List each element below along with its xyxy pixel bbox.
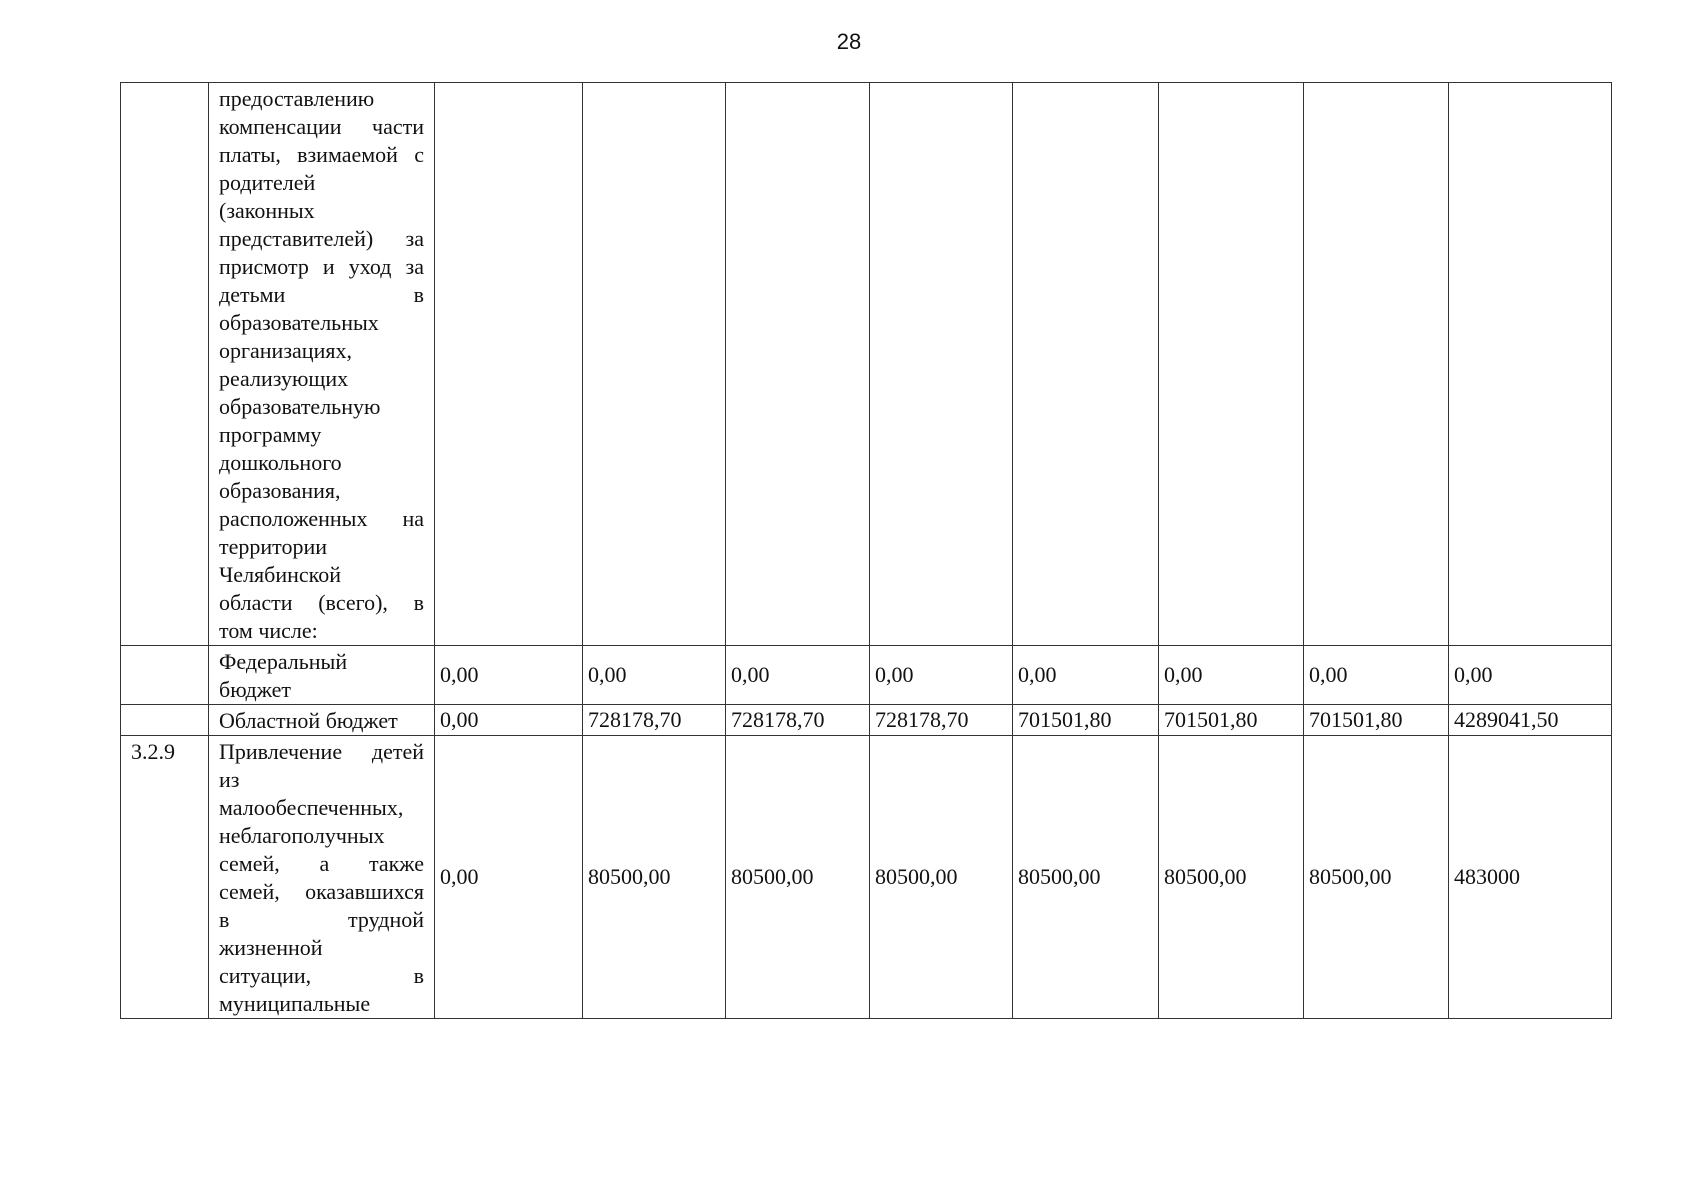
description-line: Федеральный (219, 649, 348, 674)
value-cell: 701501,80 (1304, 705, 1449, 736)
value-cell: 701501,80 (1013, 705, 1159, 736)
description-line: детьми в (219, 282, 424, 307)
value-cell: 0,00 (583, 646, 726, 705)
row-number-cell: 3.2.9 (121, 736, 209, 1019)
description-line: реализующих (219, 366, 349, 391)
value-cell: 701501,80 (1159, 705, 1304, 736)
value-cell: 483000 (1449, 736, 1612, 1019)
description-line: семей, оказавшихся (219, 879, 424, 904)
description-line: программу (219, 422, 322, 447)
description-line: платы, взимаемой с (219, 142, 424, 167)
value-cell: 728178,70 (583, 705, 726, 736)
value-cell: 0,00 (1304, 646, 1449, 705)
value-cell: 0,00 (726, 646, 870, 705)
value-cell: 80500,00 (726, 736, 870, 1019)
value-cell: 0,00 (870, 646, 1013, 705)
description-line: присмотр и уход за (219, 254, 424, 279)
value-cell: 80500,00 (1013, 736, 1159, 1019)
description-line: территории (219, 534, 328, 559)
description-line: организациях, (219, 338, 352, 363)
value-cell: 80500,00 (870, 736, 1013, 1019)
description-line: образовательных (219, 310, 379, 335)
description-line: семей, а также (219, 851, 424, 876)
row-number-cell (121, 705, 209, 736)
value-cell: 0,00 (435, 736, 583, 1019)
value-cell (1304, 83, 1449, 646)
description-line: ситуации, в (219, 963, 424, 988)
value-cell (1159, 83, 1304, 646)
description-line: дошкольного (219, 450, 342, 475)
description-line: жизненной (219, 935, 323, 960)
description-line: бюджет (219, 677, 291, 702)
table-row (121, 736, 1612, 1019)
description-line: представителей) за (219, 226, 424, 251)
description-line: области (всего), в (219, 590, 424, 615)
page-number: 28 (836, 29, 862, 54)
description-line: образовательную (219, 394, 381, 419)
description-line: том числе: (219, 618, 318, 643)
description-line: Областной бюджет (219, 708, 398, 733)
value-cell: 0,00 (1159, 646, 1304, 705)
value-cell (726, 83, 870, 646)
description-line: из (219, 767, 240, 792)
value-cell (583, 83, 726, 646)
description-cell (209, 705, 435, 736)
description-line: малообеспеченных, (219, 795, 404, 820)
value-cell: 0,00 (1449, 646, 1612, 705)
description-line: предоставлению (219, 86, 375, 111)
value-cell (1449, 83, 1612, 646)
value-cell (435, 83, 583, 646)
row-number-cell (121, 646, 209, 705)
value-cell (1013, 83, 1159, 646)
description-line: муниципальные (219, 991, 371, 1016)
value-cell: 80500,00 (1159, 736, 1304, 1019)
description-cell (209, 83, 435, 646)
description-cell (209, 646, 435, 705)
value-cell: 80500,00 (583, 736, 726, 1019)
description-line: образования, (219, 478, 341, 503)
value-cell: 4289041,50 (1449, 705, 1612, 736)
table-row (121, 705, 1612, 736)
value-cell: 728178,70 (870, 705, 1013, 736)
table-row (121, 83, 1612, 646)
table-row (121, 646, 1612, 705)
description-line: Челябинской (219, 562, 342, 587)
value-cell: 0,00 (435, 646, 583, 705)
description-line: (законных (219, 198, 315, 223)
value-cell: 0,00 (1013, 646, 1159, 705)
value-cell: 0,00 (435, 705, 583, 736)
description-line: неблагополучных (219, 823, 385, 848)
row-number-cell (121, 83, 209, 646)
value-cell (870, 83, 1013, 646)
value-cell: 80500,00 (1304, 736, 1449, 1019)
budget-table (120, 82, 1612, 1019)
value-cell: 728178,70 (726, 705, 870, 736)
description-line: Привлечение детей (219, 739, 424, 764)
table-body (121, 83, 1612, 1019)
description-line: родителей (219, 170, 316, 195)
description-cell (209, 736, 435, 1019)
description-line: компенсации части (219, 114, 424, 139)
description-line: расположенных на (219, 506, 424, 531)
description-line: в трудной (219, 907, 424, 932)
